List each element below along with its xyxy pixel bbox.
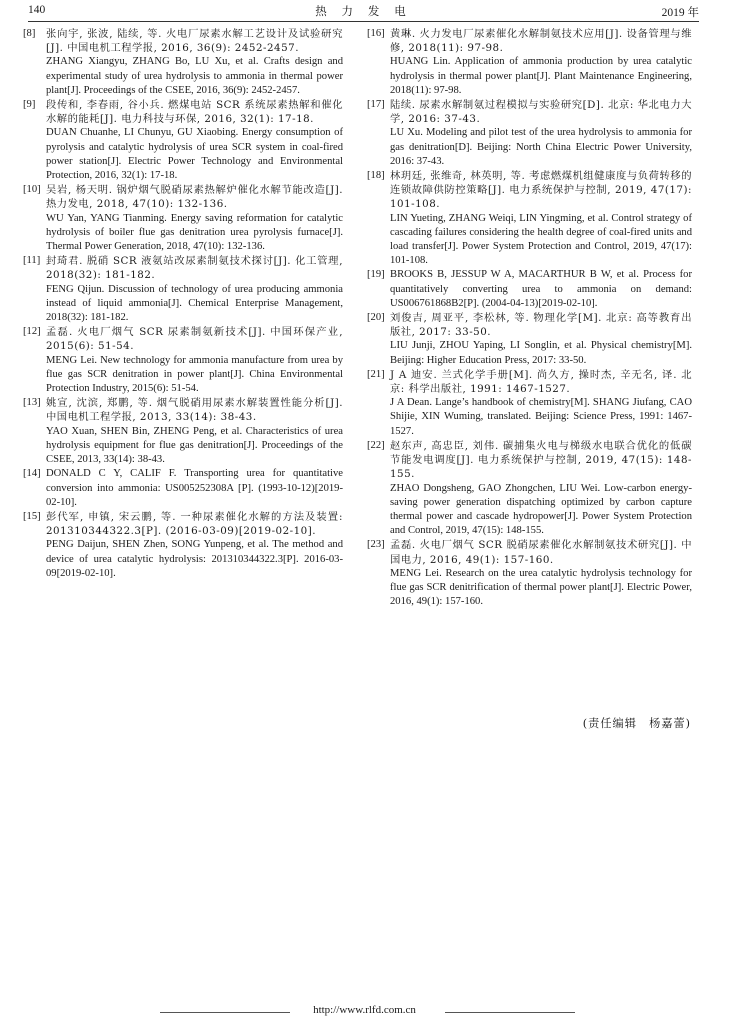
reference-en: YAO Xuan, SHEN Bin, ZHENG Peng, et al. Characteristics of urea hydrolysis equipment for flue gas denitration[J]. Proceedings of the CSEE, 2013, 33(14): 38-43. <box>46 425 343 466</box>
reference-number: [21] <box>367 368 385 380</box>
reference-number: [23] <box>367 539 385 551</box>
footer-url: http://www.rlfd.com.cn <box>313 1004 416 1016</box>
reference-cn: 封琦君. 脱硝 SCR 液氨站改尿素制氨技术探讨[J]. 化工管理, 2018(32): 181-182. <box>46 255 343 282</box>
reference-item <box>23 27 343 98</box>
reference-number: [14] <box>23 468 41 480</box>
reference-cn: 孟磊. 火电厂烟气 SCR 尿素制氨新技术[J]. 中国环保产业, 2015(6): 51-54. <box>46 326 343 353</box>
reference-number: [18] <box>367 170 385 182</box>
reference-item <box>23 510 343 581</box>
reference-item <box>23 98 343 183</box>
reference-number: [15] <box>23 510 41 522</box>
footer-rule-right <box>445 1012 575 1013</box>
reference-item <box>367 98 692 169</box>
reference-item <box>23 467 343 510</box>
reference-number: [22] <box>367 439 385 451</box>
reference-en: MENG Lei. Research on the urea catalytic hydrolysis technology for flue gas SCR denitrification of thermal power plant[J]. Electric Power, 2016, 49(1): 157-160. <box>390 567 692 608</box>
reference-en: PENG Daijun, SHEN Zhen, SONG Yunpeng, et al. The method and device of urea catalytic hydrolysis: 201310344322.3[P]. 2016-03-09[2019-02-10]. <box>46 539 343 579</box>
reference-number: [20] <box>367 312 385 324</box>
reference-cn: 孟磊. 火电厂烟气 SCR 脱硝尿素催化水解制氨技术研究[J]. 中国电力, 2016, 49(1): 157-160. <box>390 539 692 566</box>
reference-item <box>23 254 343 325</box>
reference-item <box>23 183 343 254</box>
reference-cn: 刘俊吉, 周亚平, 李松林, 等. 物理化学[M]. 北京: 高等教育出版社, 2017: 33-50. <box>390 312 692 339</box>
reference-number: [13] <box>23 397 41 409</box>
reference-item <box>367 439 692 538</box>
reference-cn: 段传和, 李春雨, 谷小兵. 燃煤电站 SCR 系统尿素热解和催化水解的能耗[J]. 电力科技与环保, 2016, 32(1): 17-18. <box>46 99 343 126</box>
reference-en: LU Xu. Modeling and pilot test of the urea hydrolysis to ammonia for gas denitration[D]. Beijing: North China Electric Power University, 2016: 37-43. <box>390 127 692 167</box>
reference-cn: J A 迪安. 兰式化学手册[M]. 尚久方, 操时杰, 辛无名, 译. 北京: 科学出版社, 1991: 1467-1527. <box>390 368 692 396</box>
running-header <box>28 3 699 21</box>
reference-item <box>367 169 692 268</box>
reference-cn: 黄琳. 火力发电厂尿素催化水解制氨技术应用[J]. 设备管理与维修, 2018(11): 97-98. <box>390 28 692 55</box>
page-number: 140 <box>28 4 46 16</box>
reference-en: ZHANG Xiangyu, ZHANG Bo, LU Xu, et al. Crafts design and experimental study of urea hydrolysis to ammonia in thermal power plant[J]. Proceedings of the CSEE, 2016, 36(9): 2452-2457. <box>46 56 343 96</box>
year-label: 2019 年 <box>661 7 699 19</box>
reference-en: LIN Yueting, ZHANG Weiqi, LIN Yingming, et al. Control strategy of cascading failures considering the health degree of coal-fired units and load transfer[J]. Power System Protection and Control, 2019, 47(17): 101-108. <box>390 212 692 267</box>
references-right-column <box>367 27 692 609</box>
reference-number: [10] <box>23 184 41 196</box>
reference-item <box>367 268 692 311</box>
header-rule <box>28 21 699 22</box>
reference-en: HUANG Lin. Application of ammonia production by urea catalytic hydrolysis in thermal power plant[J]. Plant Maintenance Engineering, 2018(11): 97-98. <box>390 56 692 96</box>
reference-en: ZHAO Dongsheng, GAO Zhongchen, LIU Wei. Low-carbon energy-saving power generation dispatching optimized by carbon capture thermal power and cascade hydropower[J]. Power System Protection and Control, 2019, 47(15): 148-155. <box>390 482 692 537</box>
reference-number: [9] <box>23 99 36 111</box>
reference-number: [16] <box>367 28 385 39</box>
reference-item <box>23 396 343 467</box>
reference-en: MENG Lei. New technology for ammonia manufacture from urea by flue gas SCR denitration in power plant[J]. China Environmental Protection Industry, 2015(6): 51-54. <box>46 354 343 395</box>
reference-number: [19] <box>367 269 385 281</box>
reference-cn: 林玥廷, 张维奇, 林英明, 等. 考虑燃煤机组健康度与负荷转移的连锁故障供防控策略[J]. 电力系统保护与控制, 2019, 47(17): 101-108. <box>390 170 692 211</box>
reference-number: [8] <box>23 28 36 39</box>
references-left-column <box>23 27 343 581</box>
reference-cn: 彭代军, 申镇, 宋云鹏, 等. 一种尿素催化水解的方法及装置: 201310344322.3[P]. (2016-03-09)[2019-02-10]. <box>46 510 343 538</box>
reference-item <box>367 538 692 609</box>
reference-number: [11] <box>23 255 41 267</box>
reference-item <box>367 368 692 439</box>
reference-item <box>367 27 692 98</box>
reference-cn: 赵东声, 高忠臣, 刘伟. 碳捕集火电与梯级水电联合优化的低碳节能发电调度[J]. 电力系统保护与控制, 2019, 47(15): 148-155. <box>390 439 692 481</box>
reference-en: WU Yan, YANG Tianming. Energy saving reformation for catalytic hydrolysis of boiler flue gas denitration urea pyrolysis furnace[J]. Thermal Power Generation, 2018, 47(10): 132-136. <box>46 212 343 253</box>
responsible-editor: (责任编辑 杨嘉蕾) <box>582 717 691 730</box>
reference-en: BROOKS B, JESSUP W A, MACARTHUR B W, et al. Process for quantitatively converting urea to ammonia on demand: US006761868B2[P]. (2004-04-13)[2019-02-10]. <box>390 269 692 309</box>
reference-item <box>367 311 692 368</box>
reference-item <box>23 325 343 396</box>
reference-cn: 陆续. 尿素水解制氨过程模拟与实验研究[D]. 北京: 华北电力大学, 2016: 37-43. <box>390 99 692 126</box>
reference-number: [17] <box>367 99 385 111</box>
reference-en: J A Dean. Lange’s handbook of chemistry[M]. SHANG Jiufang, CAO Shijie, XIN Wuming, translated. Beijing: Science Press, 1991: 1467-1527. <box>390 397 692 437</box>
reference-number: [12] <box>23 326 41 338</box>
journal-name: 热 力 发 电 <box>315 6 412 18</box>
reference-cn: 姚宣, 沈滨, 郑鹏, 等. 烟气脱硝用尿素水解装置性能分析[J]. 中国电机工程学报, 2013, 33(14): 38-43. <box>46 397 343 424</box>
reference-cn: 张向宇, 张波, 陆续, 等. 火电厂尿素水解工艺设计及试验研究[J]. 中国电机工程学报, 2016, 36(9): 2452-2457. <box>46 28 343 55</box>
reference-en: DUAN Chuanhe, LI Chunyu, GU Xiaobing. Energy consumption of pyrolysis and catalytic hydrolysis of urea SCR system in coal-fired power station[J]. Electric Power Technology and Environmental Protection, 2016, 32(1): 17-18. <box>46 127 343 182</box>
reference-cn: 吴岩, 杨天明. 锅炉烟气脱硝尿素热解炉催化水解节能改造[J]. 热力发电, 2018, 47(10): 132-136. <box>46 184 343 211</box>
reference-en: LIU Junji, ZHOU Yaping, LI Songlin, et al. Physical chemistry[M]. Beijing: Higher Education Press, 2017: 33-50. <box>390 340 692 366</box>
reference-en: DONALD C Y, CALIF F. Transporting urea for quantitative conversion into ammonia: US005252308A [P]. (1993-10-12)[2019-02-10]. <box>46 468 343 508</box>
reference-en: FENG Qijun. Discussion of technology of urea producing ammonia instead of liquid ammonia[J]. Chemical Enterprise Management, 2018(32): 181-182. <box>46 283 343 324</box>
